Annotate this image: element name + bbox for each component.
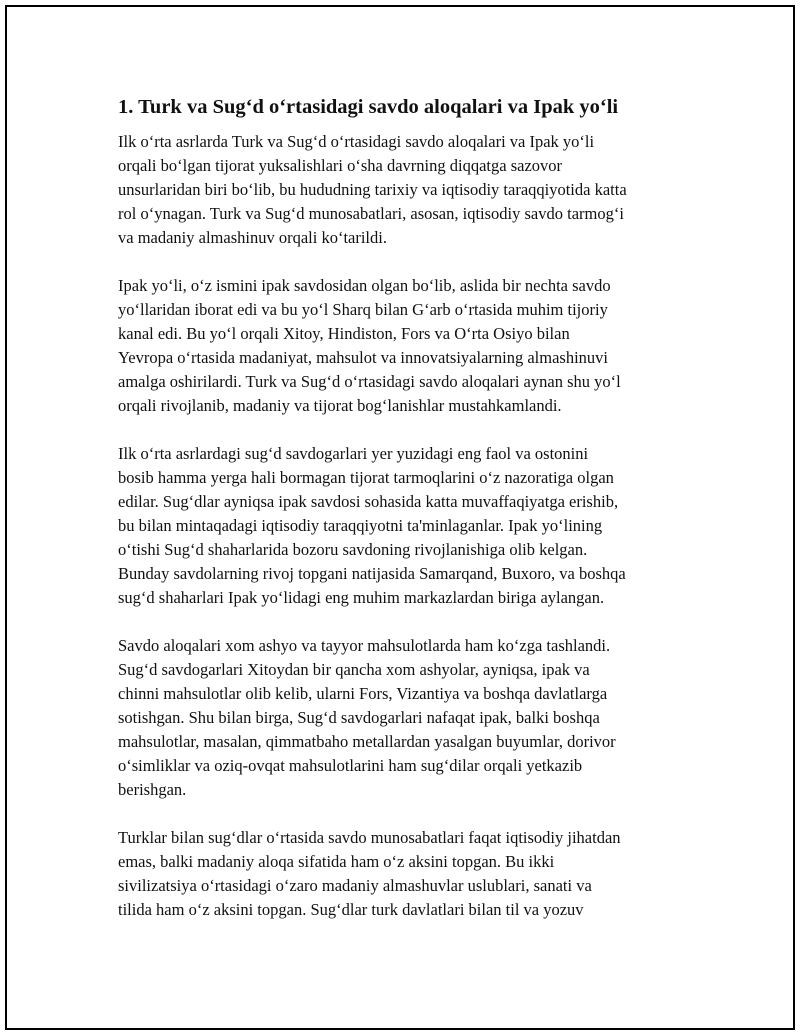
text-line: Sug‘d savdogarlari Xitoydan bir qancha xom ashyolar, ayniqsa, ipak va	[118, 660, 590, 679]
paragraph-5	[118, 826, 688, 922]
text-line: Ipak yo‘li, o‘z ismini ipak savdosidan olgan bo‘lib, aslida bir nechta savdo	[118, 276, 611, 295]
text-line: rol o‘ynagan. Turk va Sug‘d munosabatlari, asosan, iqtisodiy savdo tarmog‘i	[118, 204, 624, 223]
text-line: bu bilan mintaqadagi iqtisodiy taraqqiyotni ta'minlaganlar. Ipak yo‘lining	[118, 516, 603, 535]
paragraph-gap	[118, 418, 688, 442]
text-line: sug‘d shaharlari Ipak yo‘lidagi eng muhim markazlardan biriga aylangan.	[118, 588, 605, 607]
text-line: Yevropa o‘rtasida madaniyat, mahsulot va innovatsiyalarning almashinuvi	[118, 348, 609, 367]
text-line: yo‘llaridan iborat edi va bu yo‘l Sharq bilan G‘arb o‘rtasida muhim tijoriy	[118, 300, 608, 319]
text-line: tilida ham o‘z aksini topgan. Sug‘dlar turk davlatlari bilan til va yozuv	[118, 900, 584, 919]
text-line: emas, balki madaniy aloqa sifatida ham o‘z aksini topgan. Bu ikki	[118, 852, 555, 871]
text-line: Bunday savdolarning rivoj topgani natijasida Samarqand, Buxoro, va boshqa	[118, 564, 626, 583]
text-line: sotishgan. Shu bilan birga, Sug‘d savdogarlari nafaqat ipak, balki boshqa	[118, 708, 600, 727]
text-line: sivilizatsiya o‘rtasidagi o‘zaro madaniy almashuvlar uslublari, sanati va	[118, 876, 592, 895]
text-line: amalga oshirilardi. Turk va Sug‘d o‘rtasidagi savdo aloqalari aynan shu yo‘l	[118, 372, 621, 391]
text-line: berishgan.	[118, 780, 187, 799]
text-line: mahsulotlar, masalan, qimmatbaho metallardan yasalgan buyumlar, dorivor	[118, 732, 616, 751]
text-line: orqali bo‘lgan tijorat yuksalishlari o‘sha davrning diqqatga sazovor	[118, 156, 563, 175]
text-line: kanal edi. Bu yo‘l orqali Xitoy, Hindiston, Fors va O‘rta Osiyo bilan	[118, 324, 570, 343]
paragraph-4	[118, 634, 688, 802]
text-line: chinni mahsulotlar olib kelib, ularni Fors, Vizantiya va boshqa davlatlarga	[118, 684, 608, 703]
paragraph-2	[118, 274, 688, 418]
text-line: va madaniy almashinuv orqali ko‘tarildi.	[118, 228, 387, 247]
paragraph-1	[118, 130, 688, 250]
text-line: orqali rivojlanib, madaniy va tijorat bog‘lanishlar mustahkamlandi.	[118, 396, 562, 415]
text-line: bosib hamma yerga hali bormagan tijorat tarmoqlarini o‘z nazoratiga olgan	[118, 468, 614, 487]
text-line: Ilk o‘rta asrlardagi sug‘d savdogarlari yer yuzidagi eng faol va ostonini	[118, 444, 589, 463]
text-line: unsurlaridan biri bo‘lib, bu hududning tarixiy va iqtisodiy taraqqiyotida katta	[118, 180, 627, 199]
section-heading: 1. Turk va Sug‘d o‘rtasidagi savdo aloqalari va Ipak yo‘li	[118, 96, 619, 118]
document-body	[118, 94, 688, 922]
text-line: Ilk o‘rta asrlarda Turk va Sug‘d o‘rtasidagi savdo aloqalari va Ipak yo‘li	[118, 132, 595, 151]
paragraph-gap	[118, 610, 688, 634]
paragraph-gap	[118, 802, 688, 826]
paragraph-3	[118, 442, 688, 610]
text-line: Turklar bilan sug‘dlar o‘rtasida savdo munosabatlari faqat iqtisodiy jihatdan	[118, 828, 621, 847]
text-line: o‘simliklar va oziq-ovqat mahsulotlarini ham sug‘dilar orqali yetkazib	[118, 756, 583, 775]
text-line: o‘tishi Sug‘d shaharlarida bozoru savdoning rivojlanishiga olib kelgan.	[118, 540, 588, 559]
text-line: edilar. Sug‘dlar ayniqsa ipak savdosi sohasida katta muvaffaqiyatga erishib,	[118, 492, 619, 511]
text-line: Savdo aloqalari xom ashyo va tayyor mahsulotlarda ham ko‘zga tashlandi.	[118, 636, 611, 655]
paragraph-gap	[118, 250, 688, 274]
